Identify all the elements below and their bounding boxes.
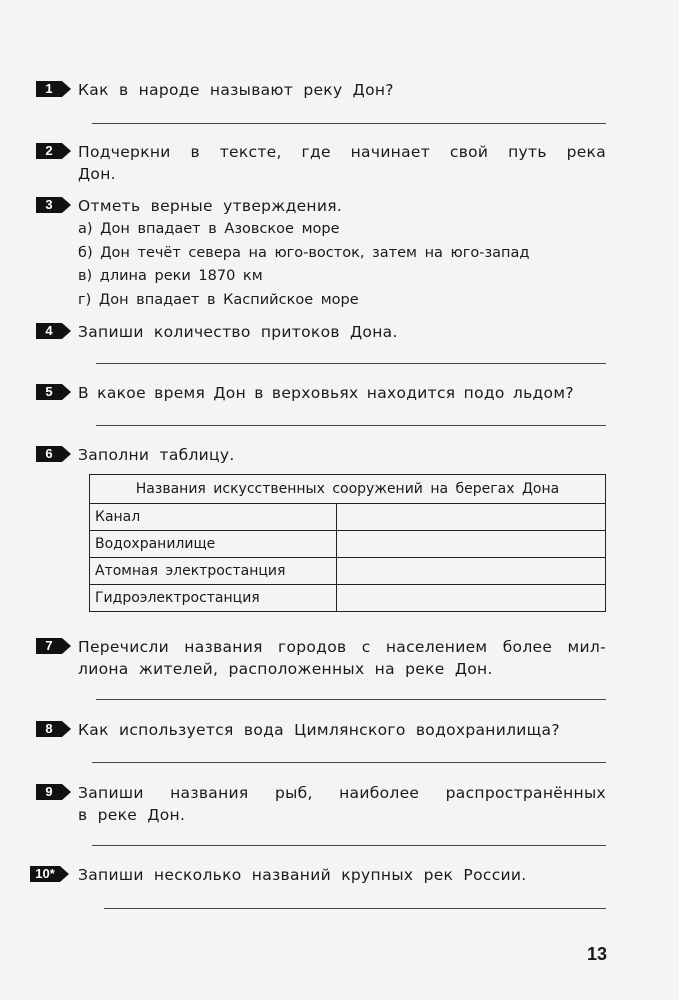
question-number-badge: 1 — [36, 81, 62, 97]
question-text-line: лиона жителей, расположенных на реке Дон. — [78, 660, 493, 678]
option-b[interactable]: б) Дон течёт севера на юго-восток, затем на юго-запад — [78, 244, 530, 261]
question-text — [78, 141, 608, 185]
table-cell-answer[interactable] — [337, 531, 606, 558]
question-text-line: Запиши названия рыб, наиболее распространённых — [78, 784, 606, 802]
table-cell-answer[interactable] — [337, 558, 606, 585]
option-c[interactable]: в) длина реки 1870 км — [78, 268, 263, 284]
table-row — [90, 558, 606, 585]
question-text: Запиши несколько названий крупных рек России. — [78, 866, 527, 884]
table-header-row — [90, 475, 606, 504]
option-a[interactable]: а) Дон впадает в Азовское море — [78, 221, 340, 237]
question-4 — [36, 321, 608, 343]
table-row — [90, 504, 606, 531]
question-number-badge: 2 — [36, 143, 62, 159]
table-row — [90, 585, 606, 612]
question-text-line: Подчеркни в тексте, где начинает свой путь река — [78, 143, 606, 161]
option-d[interactable]: г) Дон впадает в Каспийское море — [78, 291, 359, 308]
table-cell-name: Канал — [90, 504, 337, 531]
question-10 — [36, 864, 608, 886]
answer-line[interactable] — [96, 363, 606, 364]
question-8 — [36, 719, 608, 741]
page-number: 13 — [586, 944, 607, 964]
question-number-badge: 7 — [36, 638, 62, 654]
question-number-badge: 4 — [36, 323, 62, 339]
question-number-badge: 5 — [36, 384, 62, 400]
question-text: Отметь верные утверждения. — [78, 197, 343, 215]
question-text: В какое время Дон в верховьях находится подо льдом? — [78, 384, 574, 402]
table-cell-answer[interactable] — [337, 585, 606, 612]
question-5 — [36, 382, 608, 404]
table-cell-name: Атомная электростанция — [90, 558, 337, 585]
question-text-line: в реке Дон. — [78, 806, 186, 824]
question-text: Заполни таблицу. — [78, 446, 235, 464]
answer-line[interactable] — [92, 123, 606, 124]
answer-line[interactable] — [92, 845, 606, 846]
question-number-badge: 6 — [36, 446, 62, 462]
table-cell-name: Гидроэлектростанция — [90, 585, 337, 612]
question-text-line: Перечисли названия городов с населением более мил- — [78, 638, 606, 656]
table-row — [90, 531, 606, 558]
question-text: Как в народе называют реку Дон? — [78, 81, 394, 99]
question-number-badge: 3 — [36, 197, 62, 213]
question-2 — [36, 141, 608, 185]
question-7 — [36, 636, 608, 680]
answer-line[interactable] — [104, 908, 606, 909]
question-number-badge: 10* — [30, 866, 60, 882]
table-cell-answer[interactable] — [337, 504, 606, 531]
table-header: Названия искусственных сооружений на берегах Дона — [90, 475, 606, 504]
question-text-line: Дон. — [78, 165, 116, 183]
question-1 — [36, 79, 608, 101]
question-3 — [36, 195, 608, 312]
answer-line[interactable] — [92, 762, 606, 763]
question-text — [78, 782, 608, 826]
question-text: Запиши количество притоков Дона. — [78, 323, 398, 341]
question-6 — [36, 444, 608, 466]
question-number-badge: 8 — [36, 721, 62, 737]
question-number-badge: 9 — [36, 784, 62, 800]
answer-line[interactable] — [96, 425, 606, 426]
table-cell-name: Водохранилище — [90, 531, 337, 558]
question-text: Как используется вода Цимлянского водохранилища? — [78, 721, 560, 739]
question-9 — [36, 782, 608, 826]
answer-line[interactable] — [96, 699, 606, 700]
options-list — [78, 218, 608, 312]
question-text — [78, 636, 608, 680]
structures-table — [89, 474, 606, 612]
